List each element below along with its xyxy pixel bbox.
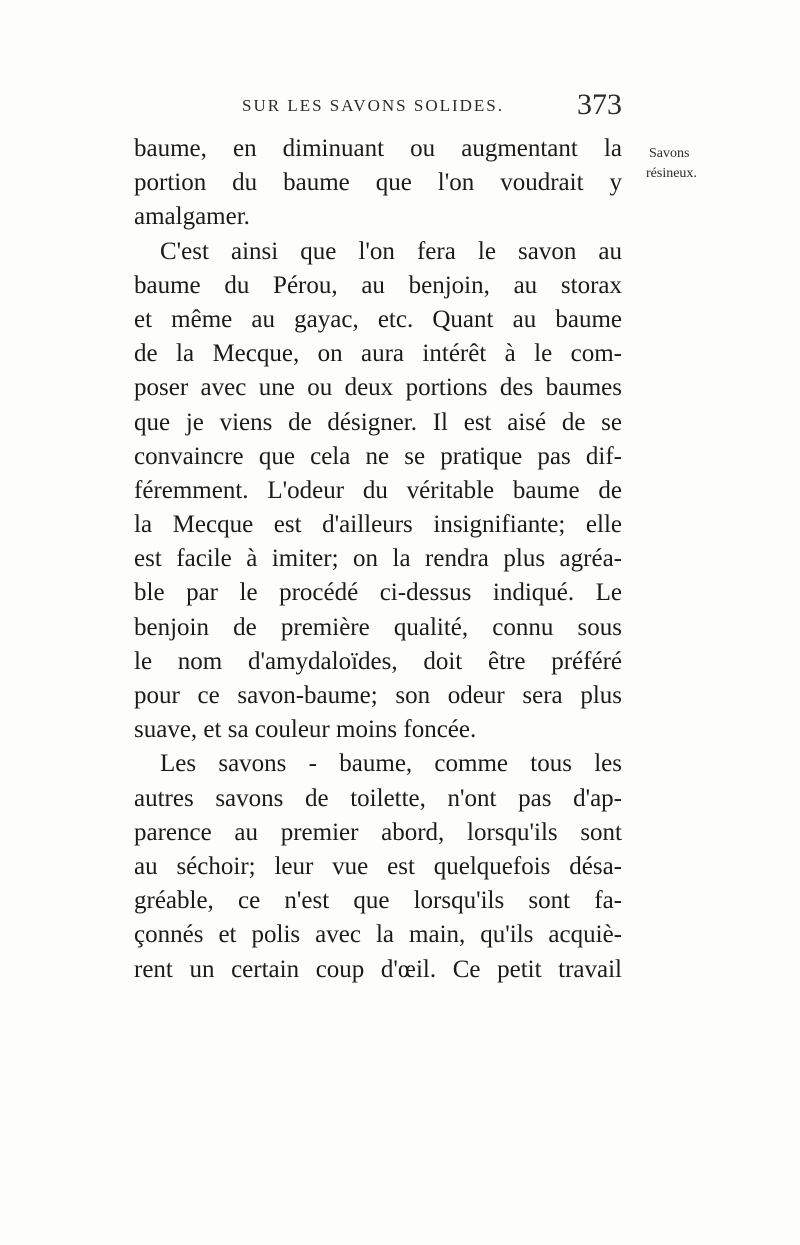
text-line: rent un certain coup d'œil. Ce petit travail — [134, 955, 622, 983]
page-number: 373 — [577, 88, 622, 121]
text-line: portion du baume que l'on voudrait y — [134, 169, 622, 197]
running-title: SUR LES SAVONS SOLIDES. — [242, 96, 505, 115]
text-line: parence au premier abord, lorsqu'ils sont — [134, 818, 622, 846]
text-line: C'est ainsi que l'on fera le savon au — [160, 237, 622, 265]
text-line: féremment. L'odeur du véritable baume de — [134, 476, 622, 504]
text-line: et même au gayac, etc. Quant au baume — [134, 305, 622, 333]
text-line: que je viens de désigner. Il est aisé de se — [134, 408, 622, 436]
text-line: suave, et sa couleur moins foncée. — [134, 716, 477, 744]
margin-note-line: résineux. — [646, 166, 697, 181]
text-line: ble par le procédé ci-dessus indiqué. Le — [134, 579, 622, 607]
text-line: le nom d'amydaloïdes, doit être préféré — [134, 647, 622, 675]
text-line: çonnés et polis avec la main, qu'ils acquiè- — [134, 921, 622, 949]
text-line: convaincre que cela ne se pratique pas dif- — [134, 442, 622, 470]
text-line: autres savons de toilette, n'ont pas d'ap- — [134, 784, 622, 812]
body-text — [134, 132, 622, 987]
margin-note — [646, 144, 726, 184]
text-line: au séchoir; leur vue est quelquefois désa- — [134, 852, 622, 880]
text-line: gréable, ce n'est que lorsqu'ils sont fa- — [134, 887, 622, 915]
text-line: baume du Pérou, au benjoin, au storax — [134, 271, 622, 299]
text-line: de la Mecque, on aura intérêt à le com- — [134, 340, 622, 368]
text-line: benjoin de première qualité, connu sous — [134, 613, 622, 641]
text-line: amalgamer. — [134, 203, 250, 231]
margin-note-line: Savons — [649, 146, 690, 161]
text-line: poser avec une ou deux portions des baumes — [134, 374, 622, 402]
text-line: la Mecque est d'ailleurs insignifiante; elle — [134, 511, 622, 539]
text-line: baume, en diminuant ou augmentant la — [134, 135, 622, 162]
text-line: est facile à imiter; on la rendra plus agréa- — [134, 545, 622, 573]
text-line: Les savons - baume, comme tous les — [160, 750, 622, 778]
running-head — [134, 90, 622, 126]
text-line: pour ce savon-baume; son odeur sera plus — [134, 682, 622, 709]
